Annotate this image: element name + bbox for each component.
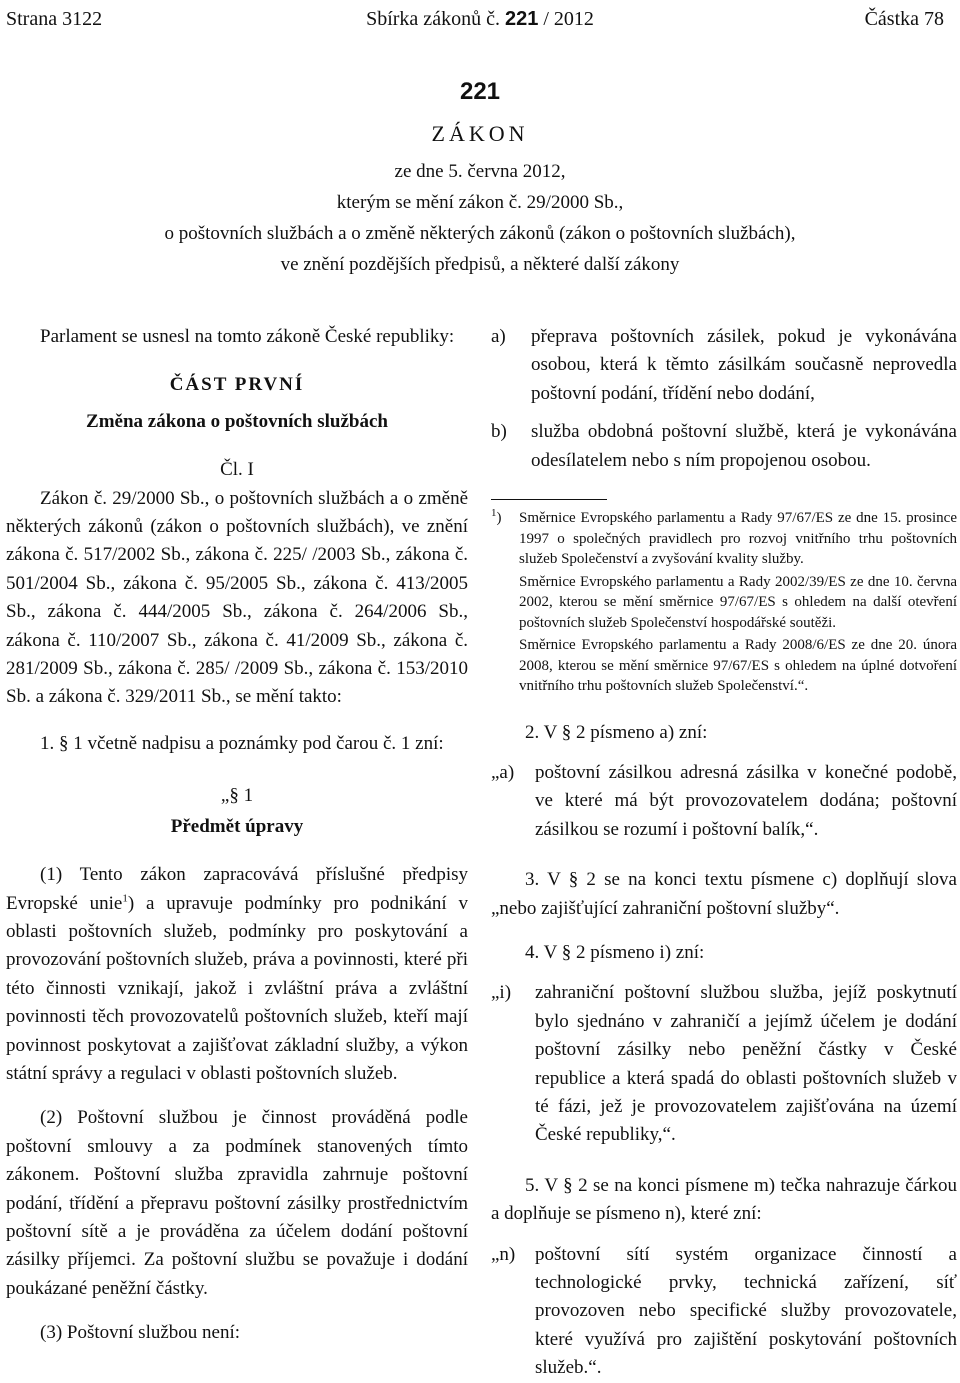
item-text: zahraniční poštovní službou služba, jejíž poskytnutí bylo sjednáno v zahraničí a jejímž účelem je dodání poštovní zásilky nebo peněžní částky v České republice a která spadá do oblasti poštovních služeb v té fázi, jež je provozovatelem zajišťována na území České republiky,“. [535,982,957,1146]
paragraph-1-rest: ) a upravuje podmínky pro podnikání v oblasti poštovních služeb, podmínky pro poskytování a provozování poštovních služeb, práva a povinnosti, které při této činnosti vznikají, jakož i zvláštní práva a zvláštní povinnosti těch provozovatelů poštovních služeb, kteří mají povinnost poskytovat a zajišťovat základní služby, a výkon státní správy a regulaci v oblasti poštovních služeb. [6,892,468,1084]
law-subtitle-line: kterým se mění zákon č. 29/2000 Sb., [336,192,624,213]
item-text: přeprava poštovních zásilek, pokud je vykonávána osobou, která k těmto zásilkám současně neprovedla poštovní podání, třídění nebo dodání, [531,326,957,404]
title-block [0,72,960,280]
item-label: a) [491,326,506,347]
amended-item [491,1241,957,1383]
page-header [0,8,960,36]
paragraph-1 [6,861,468,1088]
paragraph-2: (2) Poštovní službou je činnost prováděná podle poštovní smlouvy a za podmínek stanovených tímto zákonem. Poštovní služba zpravidla zahrnuje poštovní podání, třídění a přepravu poštovní zásilky prostřednictvím poštovní sítě a je prováděna za účelem dodání poštovní zásilky příjemci. Za poštovní službu se považuje i dodání poukázané peněžní částky. [6,1107,468,1299]
item-label: „n) [491,1243,516,1265]
paragraph-3: (3) Poštovní službou není: [40,1322,241,1344]
paragraph-1-start: (1) Tento zákon zapracovává příslušné předpisy Evropské unie [6,864,468,914]
collection-number: 221 [504,8,539,30]
point-5: 5. V § 2 se na konci písmene m) tečka nahrazuje čárkou a doplňuje se písmeno n), které zní: [491,1174,957,1225]
footnote-divider [491,499,607,500]
law-date: ze dne 5. června 2012, [394,161,566,182]
collection-year: / 2012 [543,8,594,30]
point-4: 4. V § 2 písmeno i) zní: [525,941,705,963]
footnote-text: Směrnice Evropského parlamentu a Rady 2008/6/ES ze dne 20. února 2008, kterou se mění směrnice 97/67/ES s ohledem na úplné dotvoření vnitřního trhu poštovních služeb Společenství.“. [519,637,957,695]
article-text: Zákon č. 29/2000 Sb., o poštovních službách a o změně některých zákonů (zákon o poštovních službách), ve znění zákona č. 517/2002 Sb., zákona č. 225/ /2003 Sb., zákona č. 501/2004 Sb., zákona č. 95/2005 Sb., zákona č. 413/2005 Sb., zákona č. 444/2005 Sb., zákona č. 264/2006 Sb., zákona č. 110/2007 Sb., zákona č. 41/2009 Sb., zákona č. 281/2009 Sb., zákona č. 285/ /2009 Sb., zákona č. 153/2010 Sb. a zákona č. 329/2011 Sb., se mění takto: [6,487,468,708]
collection-prefix: Sbírka zákonů č. [366,8,500,30]
point-3: 3. V § 2 se na konci textu písmene c) doplňují slova „nebo zajišťující zahraniční poštovní služby“. [491,869,957,919]
section-heading: „§ 1 [220,785,254,807]
law-subtitle-line: ve znění pozdějších předpisů, a některé další zákony [280,254,680,275]
footnote-mark: $^1$) [491,507,502,527]
footnote-text: Směrnice Evropského parlamentu a Rady 2002/39/ES ze dne 10. června 2002, kterou se mění směrnice 97/67/ES s ohledem na další otevření poštovních služeb Společenství hospodářské soutěži. [519,573,957,631]
footnotes [491,508,957,697]
law-type: ZÁKON [431,121,529,146]
item-text: poštovní zásilkou adresná zásilka v konečné podobě, ve které má být provozovatelem dodána; poštovní zásilkou se rozumí i poštovní balík,“. [535,761,957,840]
item-text: poštovní sítí systém organizace činností a technologické prvky, technická zařízení, síť provozoven nebo specifické služby provozovatele, které využívá pro zajištění poskytování poštovních služeb.“. [535,1243,957,1379]
part-subtitle: Změna zákona o poštovních službách [86,410,388,432]
law-subtitle-line: o poštovních službách a o změně některých zákonů (zákon o poštovních službách), [164,223,796,244]
right-column [491,323,957,1383]
amended-item [491,979,957,1149]
enactment-clause: Parlament se usnesl na tomto zákoně České republiky: [40,326,455,347]
item-label: „a) [491,761,515,783]
footnote-number: 1 [491,507,497,520]
law-number: 221 [459,78,501,105]
list-item [491,418,957,475]
issue-number: Částka 78 [864,8,944,30]
article-heading: Čl. I [220,459,254,481]
footnote-reference: 1 [122,892,128,905]
collection-reference [0,8,960,31]
item-text: služba obdobná poštovní službě, která je vykonávána odesílatelem nebo s ním propojenou osobou. [531,421,957,471]
list-item [491,323,957,408]
amended-item [491,759,957,844]
left-column [6,323,468,1348]
item-label: b) [491,421,507,443]
item-label: „i) [491,982,512,1004]
section-title: Předmět úpravy [170,815,304,837]
part-title: ČÁST PRVNÍ [169,374,305,396]
point-2: 2. V § 2 písmeno a) zní: [525,721,708,743]
footnote-text: Směrnice Evropského parlamentu a Rady 97/67/ES ze dne 15. prosince 1997 o společných pravidlech pro rozvoj vnitřního trhu poštovních služeb Společenství a zvyšování kvality služby. [519,510,957,568]
footnote-item [491,508,957,570]
page-number: Strana 3122 [6,8,103,30]
point-1: 1. § 1 včetně nadpisu a poznámky pod čarou č. 1 zní: [40,732,444,754]
